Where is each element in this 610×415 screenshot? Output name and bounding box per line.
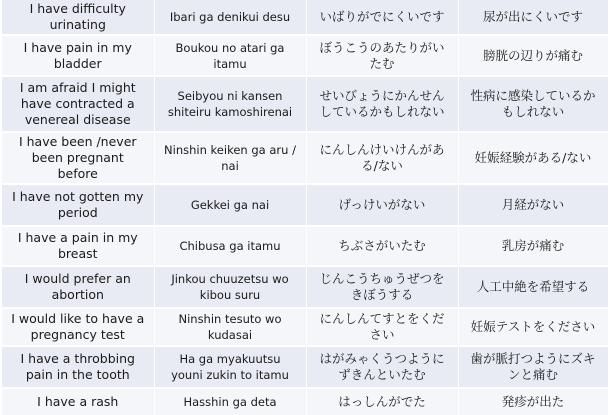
kana-cell: はがみゃくうつようにずきんといたむ	[306, 346, 458, 388]
kanji-cell: 尿が出にくいです	[458, 0, 608, 35]
kanji-cell: 妊娠経験がある/ない	[458, 132, 608, 184]
table-row	[2, 0, 608, 35]
kana-cell: げっけいがない	[306, 184, 458, 226]
table-row	[2, 266, 608, 308]
table-row	[2, 346, 608, 388]
medical-phrase-table	[2, 0, 609, 415]
kanji-cell: 性病に感染しているかもしれない	[458, 76, 608, 132]
kana-cell: いばりがでにくいです	[306, 0, 458, 35]
kana-cell: にんしんてすとをください	[306, 308, 458, 346]
kana-cell: ぼうこうのあたりがいたむ	[306, 35, 458, 76]
kana-cell: ちぶさがいたむ	[306, 226, 458, 266]
kana-cell: にんしんけいけんがある/ない	[306, 132, 458, 184]
table-row	[2, 388, 608, 415]
english-cell: I have not gotten my period	[2, 184, 154, 226]
kana-cell: はっしんがでた	[306, 388, 458, 415]
kanji-cell: 月経がない	[458, 184, 608, 226]
table-row	[2, 76, 608, 132]
english-cell: I would like to have a pregnancy test	[2, 308, 154, 346]
romaji-cell: Ninshin keiken ga aru / nai	[154, 132, 306, 184]
kanji-cell: 人工中絶を希望する	[458, 266, 608, 308]
english-cell: I have been /never been pregnant before	[2, 132, 154, 184]
romaji-cell: Ha ga myakuutsu youni zukin to itamu	[154, 346, 306, 388]
english-cell: I would prefer an abortion	[2, 266, 154, 308]
table-row	[2, 308, 608, 346]
kanji-cell: 膀胱の辺りが痛む	[458, 35, 608, 76]
romaji-cell: Chibusa ga itamu	[154, 226, 306, 266]
table-row	[2, 184, 608, 226]
romaji-cell: Boukou no atari ga itamu	[154, 35, 306, 76]
kana-cell: じんこうちゅうぜつをきぼうする	[306, 266, 458, 308]
romaji-cell: Ibari ga denikui desu	[154, 0, 306, 35]
romaji-cell: Jinkou chuuzetsu wo kibou suru	[154, 266, 306, 308]
english-cell: I have a pain in my breast	[2, 226, 154, 266]
table-row	[2, 132, 608, 184]
english-cell: I have a rash	[2, 388, 154, 415]
romaji-cell: Hasshin ga deta	[154, 388, 306, 415]
table-row	[2, 35, 608, 76]
romaji-cell: Ninshin tesuto wo kudasai	[154, 308, 306, 346]
english-cell: I have a throbbing pain in the tooth	[2, 346, 154, 388]
kanji-cell: 乳房が痛む	[458, 226, 608, 266]
kana-cell: せいびょうにかんせんしているかもしれない	[306, 76, 458, 132]
kanji-cell: 発疹が出た	[458, 388, 608, 415]
english-cell: I am afraid I might have contracted a venereal disease	[2, 76, 154, 132]
table-row	[2, 226, 608, 266]
kanji-cell: 妊娠テストをください	[458, 308, 608, 346]
romaji-cell: Gekkei ga nai	[154, 184, 306, 226]
kanji-cell: 歯が脈打つようにズキンと痛む	[458, 346, 608, 388]
english-cell: I have difficulty urinating	[2, 0, 154, 35]
english-cell: I have pain in my bladder	[2, 35, 154, 76]
romaji-cell: Seibyou ni kansen shiteiru kamoshirenai	[154, 76, 306, 132]
